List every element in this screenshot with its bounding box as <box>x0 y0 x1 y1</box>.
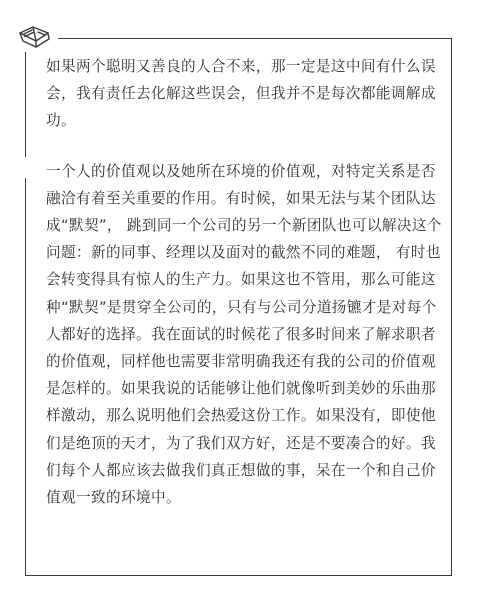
open-book-icon <box>18 24 52 50</box>
frame-left-border-lower <box>25 178 26 576</box>
paragraph-1: 如果两个聪明又善良的人合不来，那一定是这中间有什么误会，我有责任去化解这些误会，但我并不是每次都能调解成功。 <box>46 58 436 130</box>
frame-right-border <box>451 38 452 576</box>
article-body <box>46 53 442 511</box>
frame-left-border-upper <box>25 52 26 157</box>
frame-top-border <box>58 38 452 39</box>
frame-bottom-border <box>25 575 452 576</box>
paragraph-2: 一个人的价值观以及她所在环境的价值观，对特定关系是否融洽有着至关重要的作用。有时候，如果无法与某个团队达成“默契”， 跳到同一个公司的另一个新团队也可以解决这个问题：新的同事、经理以及面对的截然不同的难题， 有时也会转变得具有惊人的生产力。如果这也不管用，那么可能这种“默契”是贯穿全公司的，只有与公司分道扬镳才是对每个人都好的选择。我在面试的时候花了很多时间来了解求职者的价值观，同样他也需要非常明确我还有我的公司的价值观是怎样的。如果我说的话能够让他们就像听到美妙的乐曲那样激动，那么说明他们会热爱这份工作。如果没有，即使他们是绝顶的天才，为了我们双方好，还是不要凑合的好。我们每个人都应该去做我们真正想做的事，呆在一个和自己价值观一致的环境中。 <box>46 162 442 507</box>
